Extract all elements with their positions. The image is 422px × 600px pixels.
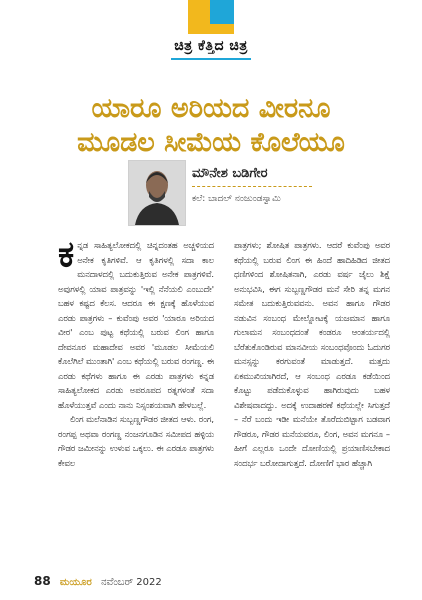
drop-cap: ಕ bbox=[58, 234, 75, 275]
body-column-left bbox=[58, 234, 214, 470]
author-name: ಮೌನೇಶ ಬಡಿಗೇರ bbox=[192, 166, 268, 181]
issue-date: ನವೆಂಬರ್ 2022 bbox=[100, 577, 162, 588]
banner-yellow-strip bbox=[188, 24, 234, 34]
series-underline bbox=[171, 58, 251, 60]
body-column-right bbox=[234, 238, 390, 470]
series-label: ಚಿತ್ರ ಕೆತ್ತಿದ ಚಿತ್ರ bbox=[174, 38, 248, 54]
series-banner bbox=[0, 0, 422, 60]
author-photo bbox=[128, 160, 186, 226]
art-credit: ಕಲೆ: ಬಾದಲ್ ನಂಜುಂಡಸ್ವಾಮಿ bbox=[192, 194, 281, 204]
page-number: 88 bbox=[34, 574, 51, 588]
body-paragraph bbox=[58, 234, 214, 412]
banner-blue-block bbox=[210, 0, 234, 24]
article-body bbox=[58, 234, 390, 568]
article-title-line-1: ಯಾರೂ ಅರಿಯದ ವೀರನೂ bbox=[91, 93, 331, 124]
body-paragraph-2: ಲಿಂಗ ಮಲೆನಾಡಿನ ಸುಬ್ಬಣ್ಣಗೌಡರ ಜೀತದ ಆಳು. ರಂಗ, ರಂಗಪ್ಪ ಅಥವಾ ರಂಗಣ್ಣ ನಂಜನಗೂಡಿನ ಸಮೀಪದ ಹಳ್ಳಿಯ ಗೌಡರ ಜಮೀನನ್ನು ಉಳುವ ಒಕ್ಕಲು. ಈ ಎರಡೂ ಪಾತ್ರಗಳು ಕೇವಲ bbox=[58, 414, 214, 468]
banner-yellow-block bbox=[188, 0, 210, 24]
body-paragraph-3: ಪಾತ್ರಗಳು; ಶೋಷಿತ ಪಾತ್ರಗಳು. ಆದರೆ ಕುವೆಂಪು ಅವರ ಕಥೆಯಲ್ಲಿ ಬರುವ ಲಿಂಗ ಈ ಹಿಂದೆ ಹಾದಿಹಿಡಿದ ಜೀತದ ಧಣಿಗಳಿಂದ ಶೋಷಿತನಾಗಿ, ಎರಡು ವರ್ಷ ಜೈಲು ಶಿಕ್ಷೆ ಅನುಭವಿಸಿ, ಈಗ ಸುಬ್ಬಣ್ಣಗೌಡರ ಮನೆ ಸೇರಿ ತನ್ನ ಮಗನ ಸಮೇತ ಬದುಕುತ್ತಿರುವವನು. ಅವನ ಹಾಗೂ ಗೌಡರ ನಡುವಿನ ಸಂಬಂಧ ಮೇಲ್ನೋಟಕ್ಕೆ ಯಜಮಾನ ಹಾಗೂ ಗುಲಾಮನ ಸಂಬಂಧದಂತೆ ಕಂಡರೂ ಆಂತರ್ಯದಲ್ಲಿ ಬೆರೆತುಕೊಂಡಿರುವ ಮಾನವೀಯ ಸಂಬಂಧವೊಂದು ಓದುಗರ ಮನಸ್ಸನ್ನು ಕರಗುವಂತೆ ಮಾಡುತ್ತದೆ. ಮತ್ತದು ಏಕಮುಖಿಯಾಗಿರದೆ, ಆ ಸಂಬಂಧ ಎರಡೂ ಕಡೆಯಿಂದ ಕೊಟ್ಟು ಪಡೆದುಕೊಳ್ಳುವ ಹಾಗಿರುವುದು ಬಹಳ ವಿಶೇಷವಾದದ್ದು. ಅದಕ್ಕೆ ಉದಾಹರಣೆ ಕಥೆಯಲ್ಲೇ ಸಿಗುತ್ತದೆ – ನೆರೆ ಬಂದು ಇಡೀ ಮನೆಯೇ ತೊರೆದುಬಿಟ್ಟಾಗ ಬಡವಾಗ ಗೌಡರೂ, ಗೌಡರ ಮನೆಯವರೂ, ಲಿಂಗ, ಅವನ ಮಗನೂ – ಹೀಗೆ ಎಲ್ಲರೂ ಒಂದೇ ದೋಣಿಯಲ್ಲಿ ಪ್ರಯಾಣಿಸಬೇಕಾದ ಸಂದರ್ಭ ಬರೋದಾಗುತ್ತದೆ. ದೋಣಿಗೆ ಭಾರ ಹೆಚ್ಚಾಗಿ bbox=[234, 240, 390, 468]
page-footer bbox=[34, 574, 162, 588]
author-portrait-icon bbox=[129, 161, 185, 225]
article-title-line-2: ಮೂಡಲ ಸೀಮೆಯ ಕೊಲೆಯೂ bbox=[77, 127, 345, 158]
author-divider bbox=[192, 186, 312, 187]
magazine-name: ಮಯೂರ bbox=[59, 577, 92, 588]
body-paragraph-1: ನ್ನಡ ಸಾಹಿತ್ಯಲೋಕದಲ್ಲಿ ಚಿನ್ನದಂತಹ ಅಚ್ಚಳಿಯದ ಅನೇಕ ಕೃತಿಗಳಿವೆ. ಆ ಕೃತಿಗಳಲ್ಲಿ ಸದಾ ಕಾಲ ಮನದಾಳದಲ್ಲಿ ಬದುಕುತ್ತಿರುವ ಅನೇಕ ಪಾತ್ರಗಳಿವೆ. ಅವುಗಳಲ್ಲಿ ಯಾವ ಪಾತ್ರವನ್ನು 'ಇಲ್ಲಿ ನೆನೆಯಲಿ ಎಂಬುದೇ' ಬಹಳ ಕಷ್ಟದ ಕೆಲಸ. ಆದರೂ ಈ ಕ್ಷಣಕ್ಕೆ ಹೊಳೆಯುವ ಎರಡು ಪಾತ್ರಗಳು – ಕುವೆಂಪು ಅವರ 'ಯಾರೂ ಅರಿಯದ ವೀರ' ಎಂಬ ಪುಟ್ಟ ಕಥೆಯಲ್ಲಿ ಬರುವ ಲಿಂಗ ಹಾಗೂ ದೇವನೂರ ಮಹಾದೇವ ಅವರ 'ಮೂಡಲ ಸೀಮೆಯಲಿ ಕೊಲೆಗಿಲೆ ಮುಂತಾಗಿ' ಎಂಬ ಕಥೆಯಲ್ಲಿ ಬರುವ ರಂಗಣ್ಣ. ಈ ಎರಡು ಕಥೆಗಳು ಹಾಗೂ ಈ ಎರಡು ಪಾತ್ರಗಳು ಕನ್ನಡ ಸಾಹಿತ್ಯಲೋಕದ ಎರಡು ಅಪರೂಪದ ರತ್ನಗಳಂತೆ ಸದಾ ಹೊಳೆಯುತ್ತವೆ ಎಂದು ನಾನು ನಿಸ್ಸಂಶಯವಾಗಿ ಹೇಳಬಲ್ಲೆ. bbox=[58, 240, 214, 410]
